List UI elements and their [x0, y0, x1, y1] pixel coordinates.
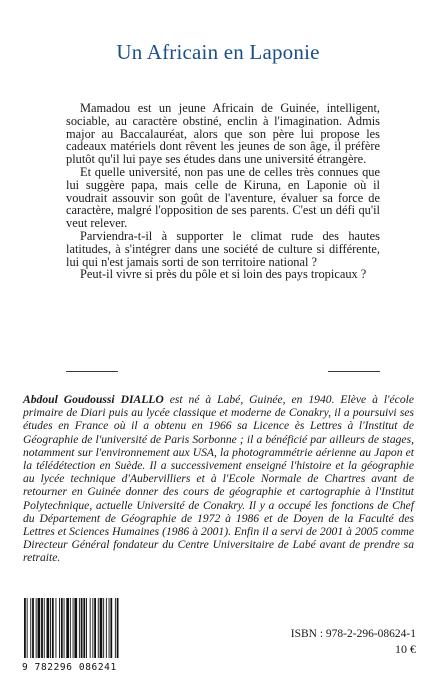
barcode-bar: [106, 598, 107, 658]
author-name: Abdoul Goudoussi DIALLO: [23, 393, 164, 406]
barcode-bar: [61, 598, 63, 658]
barcode-bar: [109, 598, 110, 658]
blurb-paragraph: Peut-il vivre si près du pôle et si loin des pays tropicaux ?: [80, 267, 367, 282]
barcode-bar: [73, 598, 74, 658]
barcode-bar: [92, 598, 93, 658]
barcode-digits: 9 782296 086241: [22, 662, 117, 673]
barcode-bar: [64, 598, 65, 658]
book-title: Un Africain en Laponie: [116, 40, 320, 64]
barcode-bar: [47, 598, 50, 658]
blurb-paragraph: Et quelle université, non pas une de celles très connues que lui suggère papa, mais celle de Kiruna, en Laponie où il voudrait assouvir son goût de l'aventure, évaluer sa force de caractère, malgré l'opposition de ses parents. C'est un défi qu'il veut relever.: [66, 164, 380, 231]
barcode-bar: [59, 598, 60, 658]
barcode-bar: [83, 598, 85, 658]
barcode-bar: [32, 598, 34, 658]
barcode-bar: [70, 598, 71, 658]
barcode-bar: [44, 598, 45, 658]
barcode-bar: [79, 598, 80, 658]
barcode-bar: [50, 598, 51, 658]
barcode-bar: [103, 598, 104, 658]
barcode-bar: [90, 598, 91, 658]
barcode-graphic: [22, 598, 142, 660]
barcode-bar: [27, 598, 28, 658]
barcode-bar: [30, 598, 31, 658]
isbn: ISBN : 978-2-296-08624-1: [290, 628, 416, 640]
barcode-bar: [36, 598, 37, 658]
divider-left: [66, 371, 118, 372]
blurb-paragraph: Mamadou est un jeune Africain de Guinée, intelligent, sociable, au caractère obstiné, enclin à l'imagination. Admis major au Baccalauréat, alors que son père lui propose les cadeaux matériels dont rêvent les jeunes de son âge, il préfère plutôt qu'il lui paye ses études dans une université étrangère.: [66, 101, 380, 167]
barcode-bar: [115, 598, 116, 658]
barcode-bar: [94, 598, 96, 658]
barcode-bar: [86, 598, 87, 658]
barcode-bar: [81, 598, 83, 658]
barcode-bar: [38, 598, 41, 658]
barcode-bar: [24, 598, 26, 658]
back-cover-blurb: [66, 102, 380, 281]
divider-right: [328, 371, 380, 372]
price: 10 €: [395, 642, 416, 656]
barcode: [22, 598, 142, 670]
barcode-bar: [66, 598, 69, 658]
author-bio: [23, 393, 414, 565]
barcode-bar: [100, 598, 103, 658]
barcode-bar: [110, 598, 112, 658]
barcode-bar: [52, 598, 54, 658]
blurb-paragraph: Parviendra-t-il à supporter le climat rude des hautes latitudes, à s'intégrer dans une société de culture si différente, lui qui n'est jamais sorti de son territoire national ?: [66, 228, 380, 269]
barcode-bar: [56, 598, 57, 658]
barcode-bar: [74, 598, 77, 658]
author-bio-text: est né à Labé, Guinée, en 1940. Elève à l'école primaire de Diari puis au lycée classique et moderne de Conakry, il a poursuivi ses études en France où il a obtenu en 1966 sa Licence ès Lettres à l'Institut de Géographie de l'université de Paris Sorbonne ; il a bénéficié par ailleurs de stages, notamment sur l'environnement aux USA, la photogrammétrie aérienne au Japon et la télédétection en Suède. Il a successivement enseigné l'histoire et la géographie au lycée technique d'Aubervilliers et à l'Ecole Normale de Chartres avant de retourner en Guinée donner des cours de géographie et cartographie à l'Institut Polytechnique, actuelle Université de Conakry. Il y a occupé les fonctions de Chef du Département de Géographie de 1972 à 1986 et de Doyen de la Faculté des Lettres et Sciences Humaines (1986 à 2001). Enfin il a servi de 2001 à 2005 comme Directeur Général fondateur du Centre Universitaire de Labé avant de prendre sa retraite.: [23, 393, 414, 565]
barcode-bar: [117, 598, 119, 658]
barcode-bar: [41, 598, 43, 658]
barcode-bar: [98, 598, 99, 658]
